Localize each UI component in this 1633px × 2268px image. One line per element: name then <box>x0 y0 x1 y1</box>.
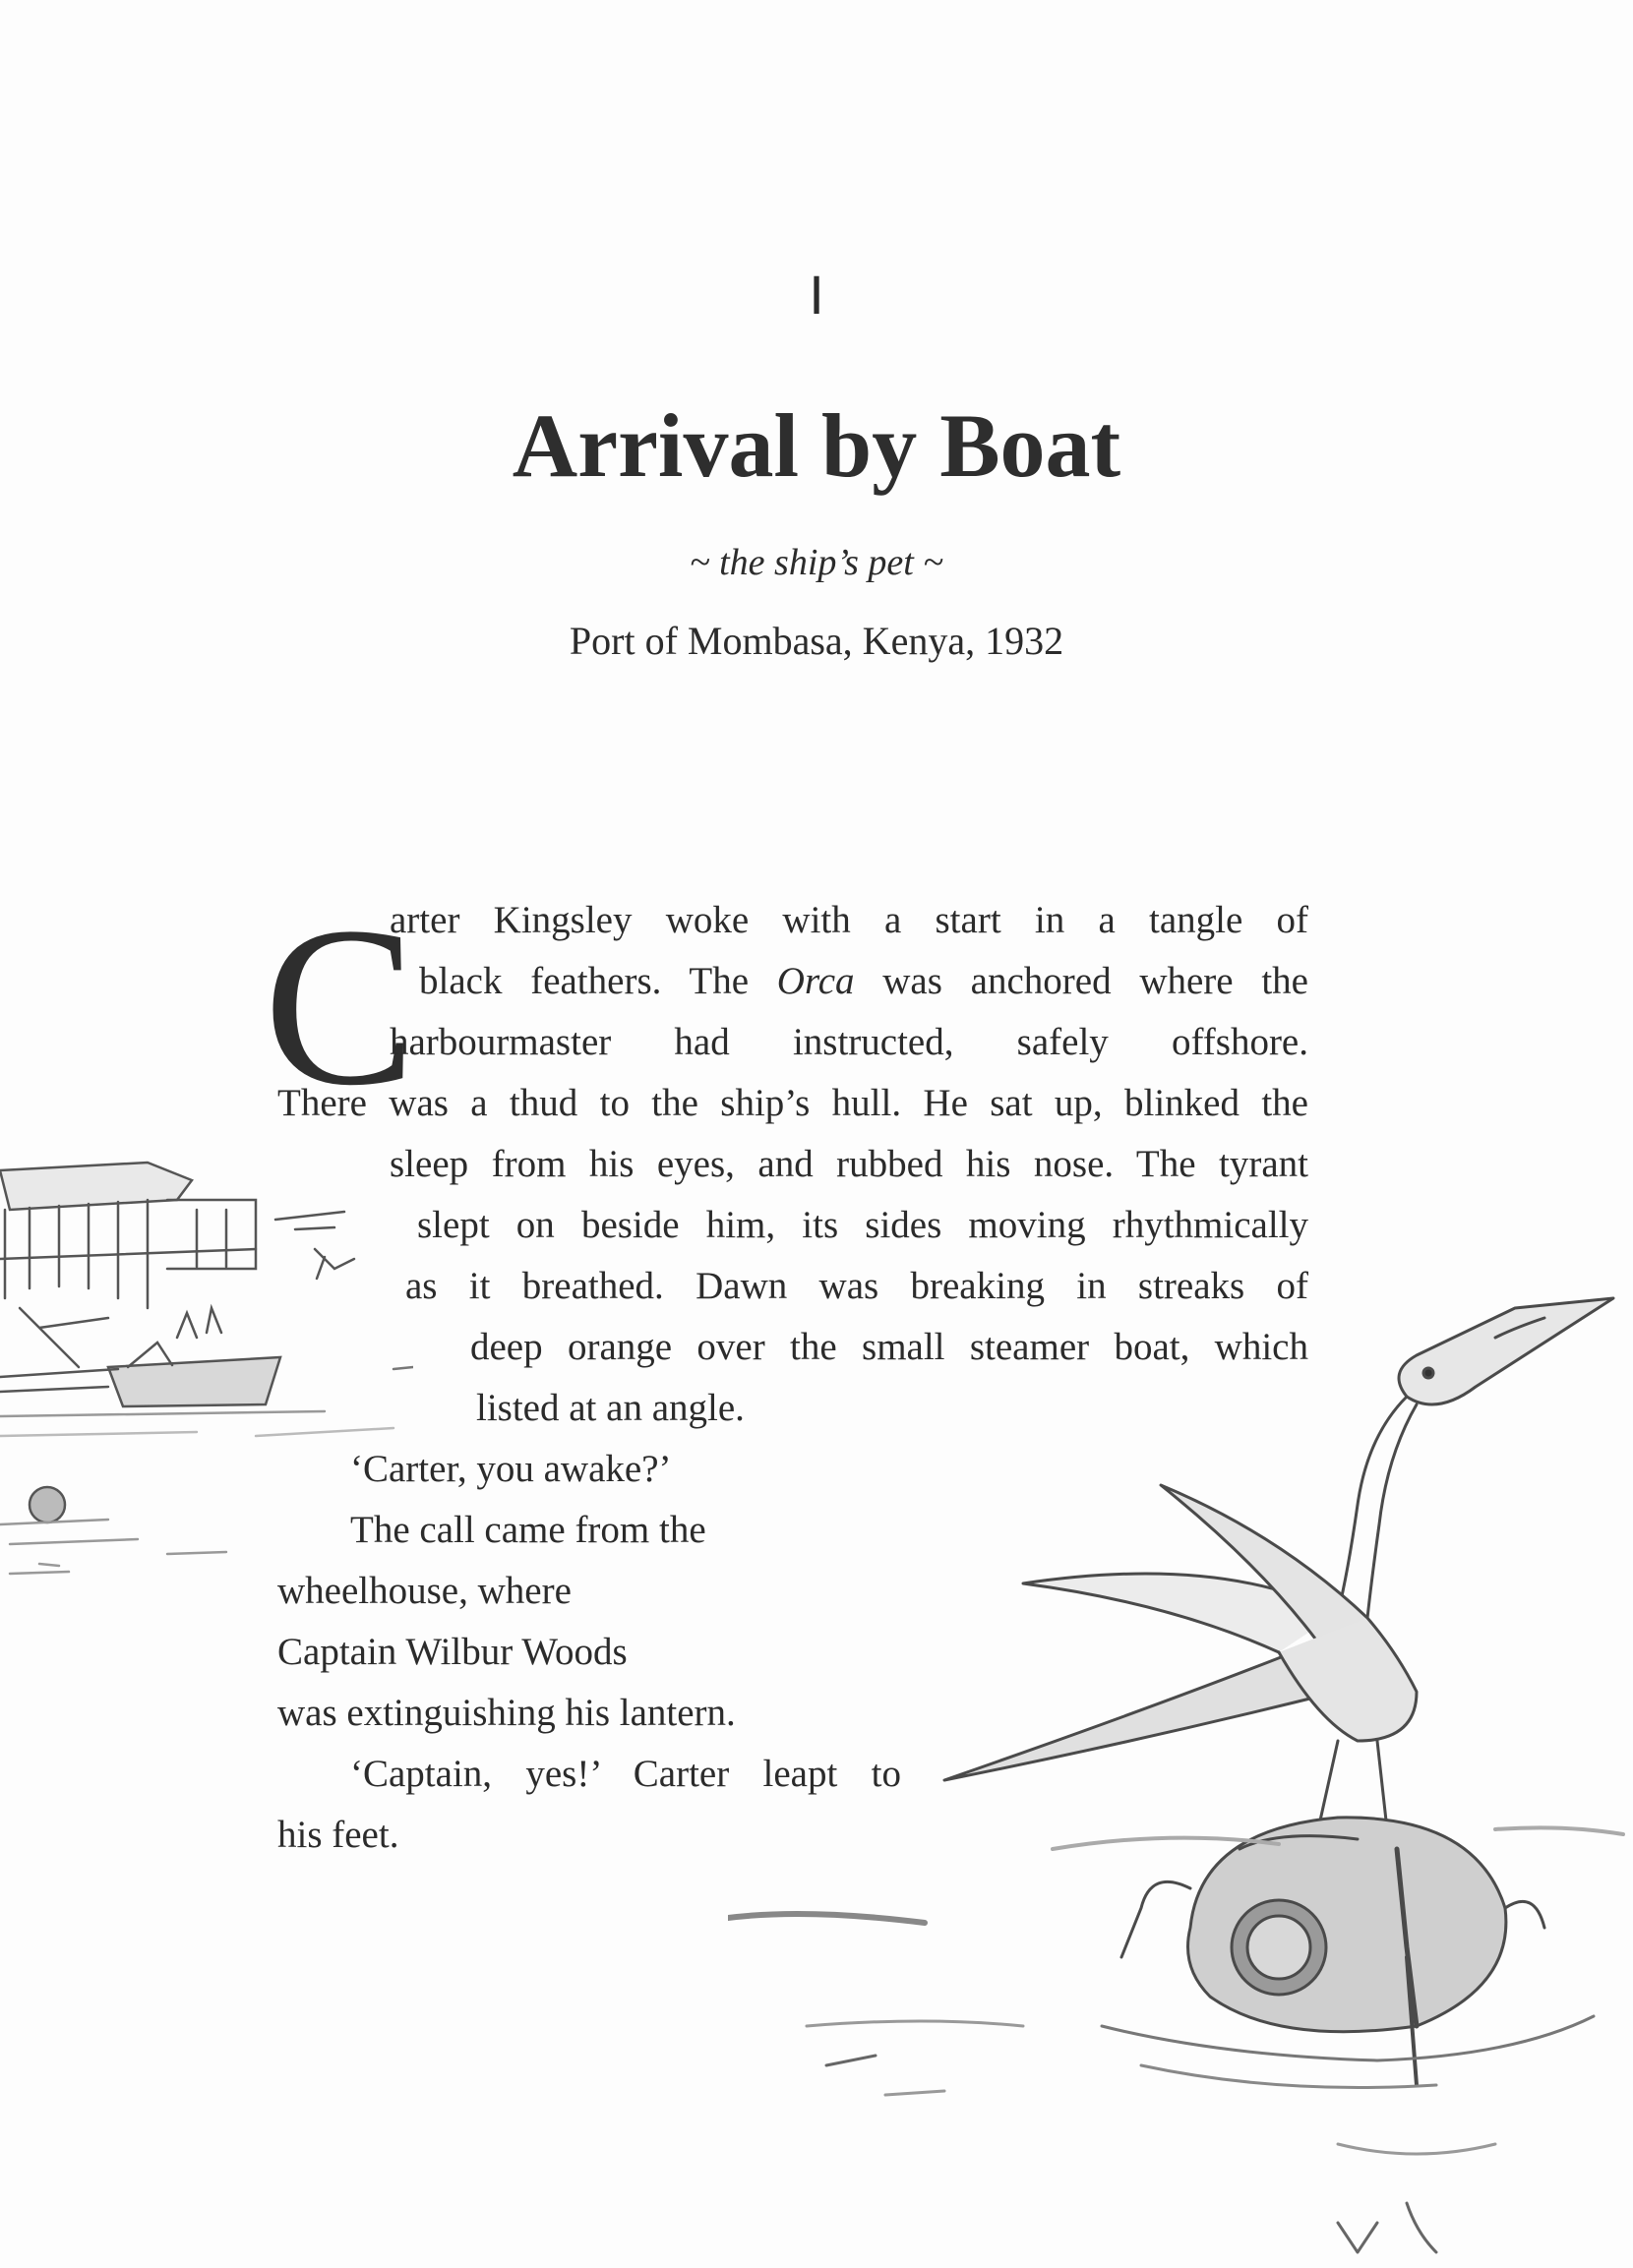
text-fragment: was anchored where the <box>854 960 1308 1002</box>
text-line: as it breathed. Dawn was breaking in streaks of <box>405 1265 1308 1307</box>
text-line: The call came from the <box>350 1509 706 1551</box>
text-line: Captain Wilbur Woods <box>277 1631 628 1673</box>
drop-cap: C <box>264 880 416 1133</box>
text-line: wheelhouse, where <box>277 1570 572 1612</box>
text-line: ‘Carter, you awake?’ <box>350 1448 672 1490</box>
text-line: There was a thud to the ship’s hull. He sat up, blinked the <box>277 1082 1308 1124</box>
text-line: slept on beside him, its sides moving rhythmically <box>417 1204 1308 1246</box>
text-line: deep orange over the small steamer boat, which <box>470 1326 1308 1368</box>
text-line: was extinguishing his lantern. <box>277 1692 736 1734</box>
text-line: his feet. <box>277 1814 399 1856</box>
chapter-number: I <box>809 264 824 326</box>
chapter-subtitle: ~ the ship’s pet ~ <box>690 542 943 583</box>
text-fragment: black feathers. The <box>419 960 777 1002</box>
chapter-location: Port of Mombasa, Kenya, 1932 <box>569 619 1064 663</box>
text-line: sleep from his eyes, and rubbed his nose. The tyrant <box>390 1143 1308 1185</box>
text-line <box>419 950 1308 1012</box>
text-line: harbourmaster had instructed, safely offshore. <box>390 1021 1308 1063</box>
text-line: arter Kingsley woke with a start in a tangle of <box>390 899 1308 941</box>
text-line: ‘Captain, yes!’ Carter leapt to <box>350 1753 901 1795</box>
ship-name: Orca <box>776 960 855 1002</box>
chapter-title: Arrival by Boat <box>512 395 1121 496</box>
text-line: listed at an angle. <box>476 1387 745 1429</box>
